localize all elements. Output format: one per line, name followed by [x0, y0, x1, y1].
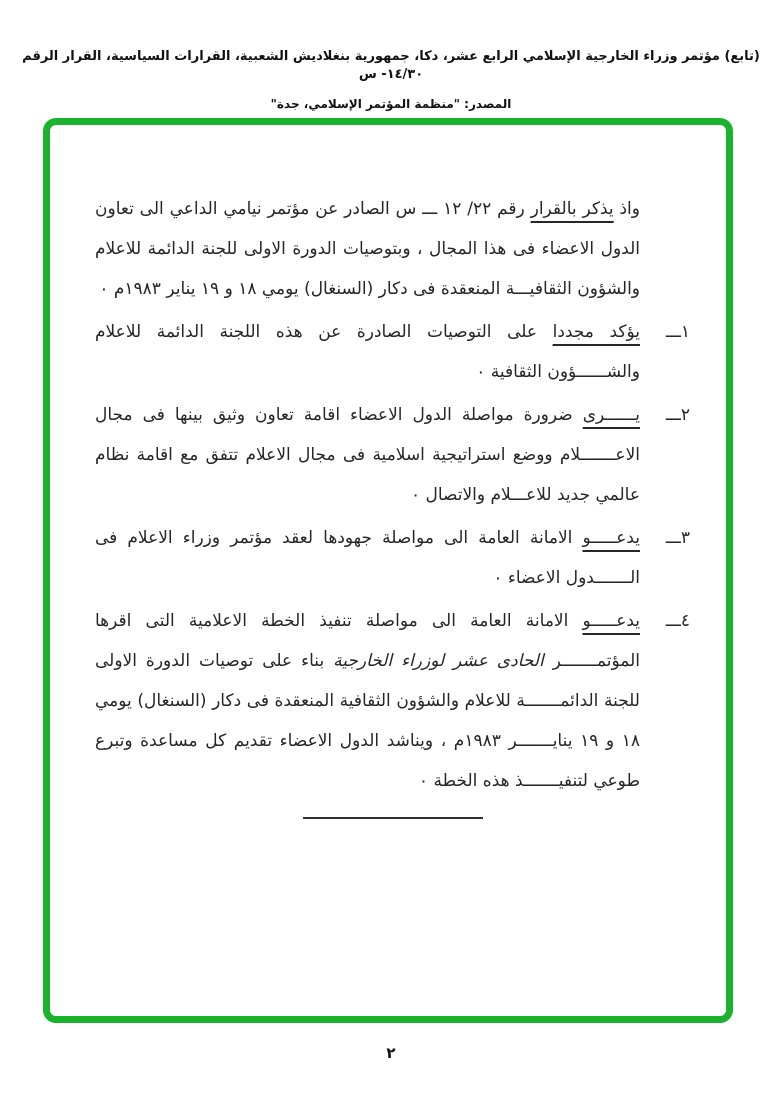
item-2-number: ٢ـــ	[665, 405, 690, 425]
item-4-handwritten-phrase: الحادى عشر لوزراء الخارجية	[333, 651, 544, 671]
resolution-intro-paragraph	[95, 189, 640, 309]
item-2-text	[95, 395, 640, 515]
item-4-rest-a: الامانة العامة الى مواصلة تنفيذ الخطة الاعلامية التى اقرها المؤتمـــــــر	[95, 611, 640, 671]
item-1-number: ١ـــ	[665, 322, 690, 342]
scanned-document	[50, 125, 726, 819]
scan-frame	[43, 118, 733, 1023]
resolution-item-3	[95, 518, 690, 598]
item-2-underlined-verb: يــــــرى	[582, 405, 640, 425]
item-1-text	[95, 312, 640, 392]
separator-line	[303, 817, 483, 819]
item-1-underlined-verb: يؤكد مجددا	[552, 322, 641, 342]
item-4-underlined-verb: يدعـــــو	[582, 611, 640, 631]
resolution-item-1	[95, 312, 690, 392]
resolution-item-4	[95, 601, 690, 801]
item-4-rest-b: بناء على توصيات الدورة الاولى للجنة الدائمـــــــة للاعلام والشؤون الثقافية المنعقدة فى دكار (السنغال) يومي ١٨ و ١٩ ينايـــــــر ١٩٨٣م ، ويناشد الدول الاعضاء تقديم كل مساعدة وتبرع طوعي لتنفيـــــــذ هذه الخطة ٠	[95, 651, 640, 791]
intro-lead: واذ	[613, 199, 640, 219]
item-3-number: ٣ـــ	[665, 528, 690, 548]
item-2-rest: ضرورة مواصلة الدول الاعضاء اقامة تعاون وثيق بينها فى مجال الاعـــــــلام ووضع استراتيجية اسلامية فى مجال الاعلام تتفق مع اقامة نظام عالمي جديد للاعـــلام والاتصال ٠	[95, 405, 640, 505]
item-3-rest: الامانة العامة الى مواصلة جهودها لعقد مؤتمر وزراء الاعلام فى الـــــــدول الاعضاء ٠	[95, 528, 640, 588]
item-3-underlined-verb: يدعـــــو	[582, 528, 640, 548]
item-3-text	[95, 518, 640, 598]
intro-underlined-phrase: يذكر بالقرار	[530, 199, 614, 219]
intro-rest: رقم ٢٢/ ١٢ ـــ س الصادر عن مؤتمر نيامي الداعي الى تعاون الدول الاعضاء فى هذا المجال ، وبتوصيات الدورة الاولى للجنة الدائمة للاعلام والشؤون الثقافيـــة المنعقدة فى دكار (السنغال) يومي ١٨ و ١٩ يناير ١٩٨٣م ٠	[95, 199, 640, 299]
resolution-item-2	[95, 395, 690, 515]
item-4-text	[95, 601, 640, 801]
item-1-rest: على التوصيات الصادرة عن هذه اللجنة الدائمة للاعلام والشــــــؤون الثقافية ٠	[95, 322, 640, 382]
header-catalog-line: (تابع) مؤتمر وزراء الخارجية الإسلامي الرابع عشر، دكا، جمهورية بنغلاديش الشعبية، القرارات السياسية، القرار الرقم ١٤/٣٠- س	[22, 49, 760, 82]
item-4-number: ٤ـــ	[665, 611, 690, 631]
page-number: ٢	[386, 1044, 396, 1062]
header-source-line: المصدر: "منظمة المؤتمر الإسلامي، جدة"	[270, 97, 512, 111]
